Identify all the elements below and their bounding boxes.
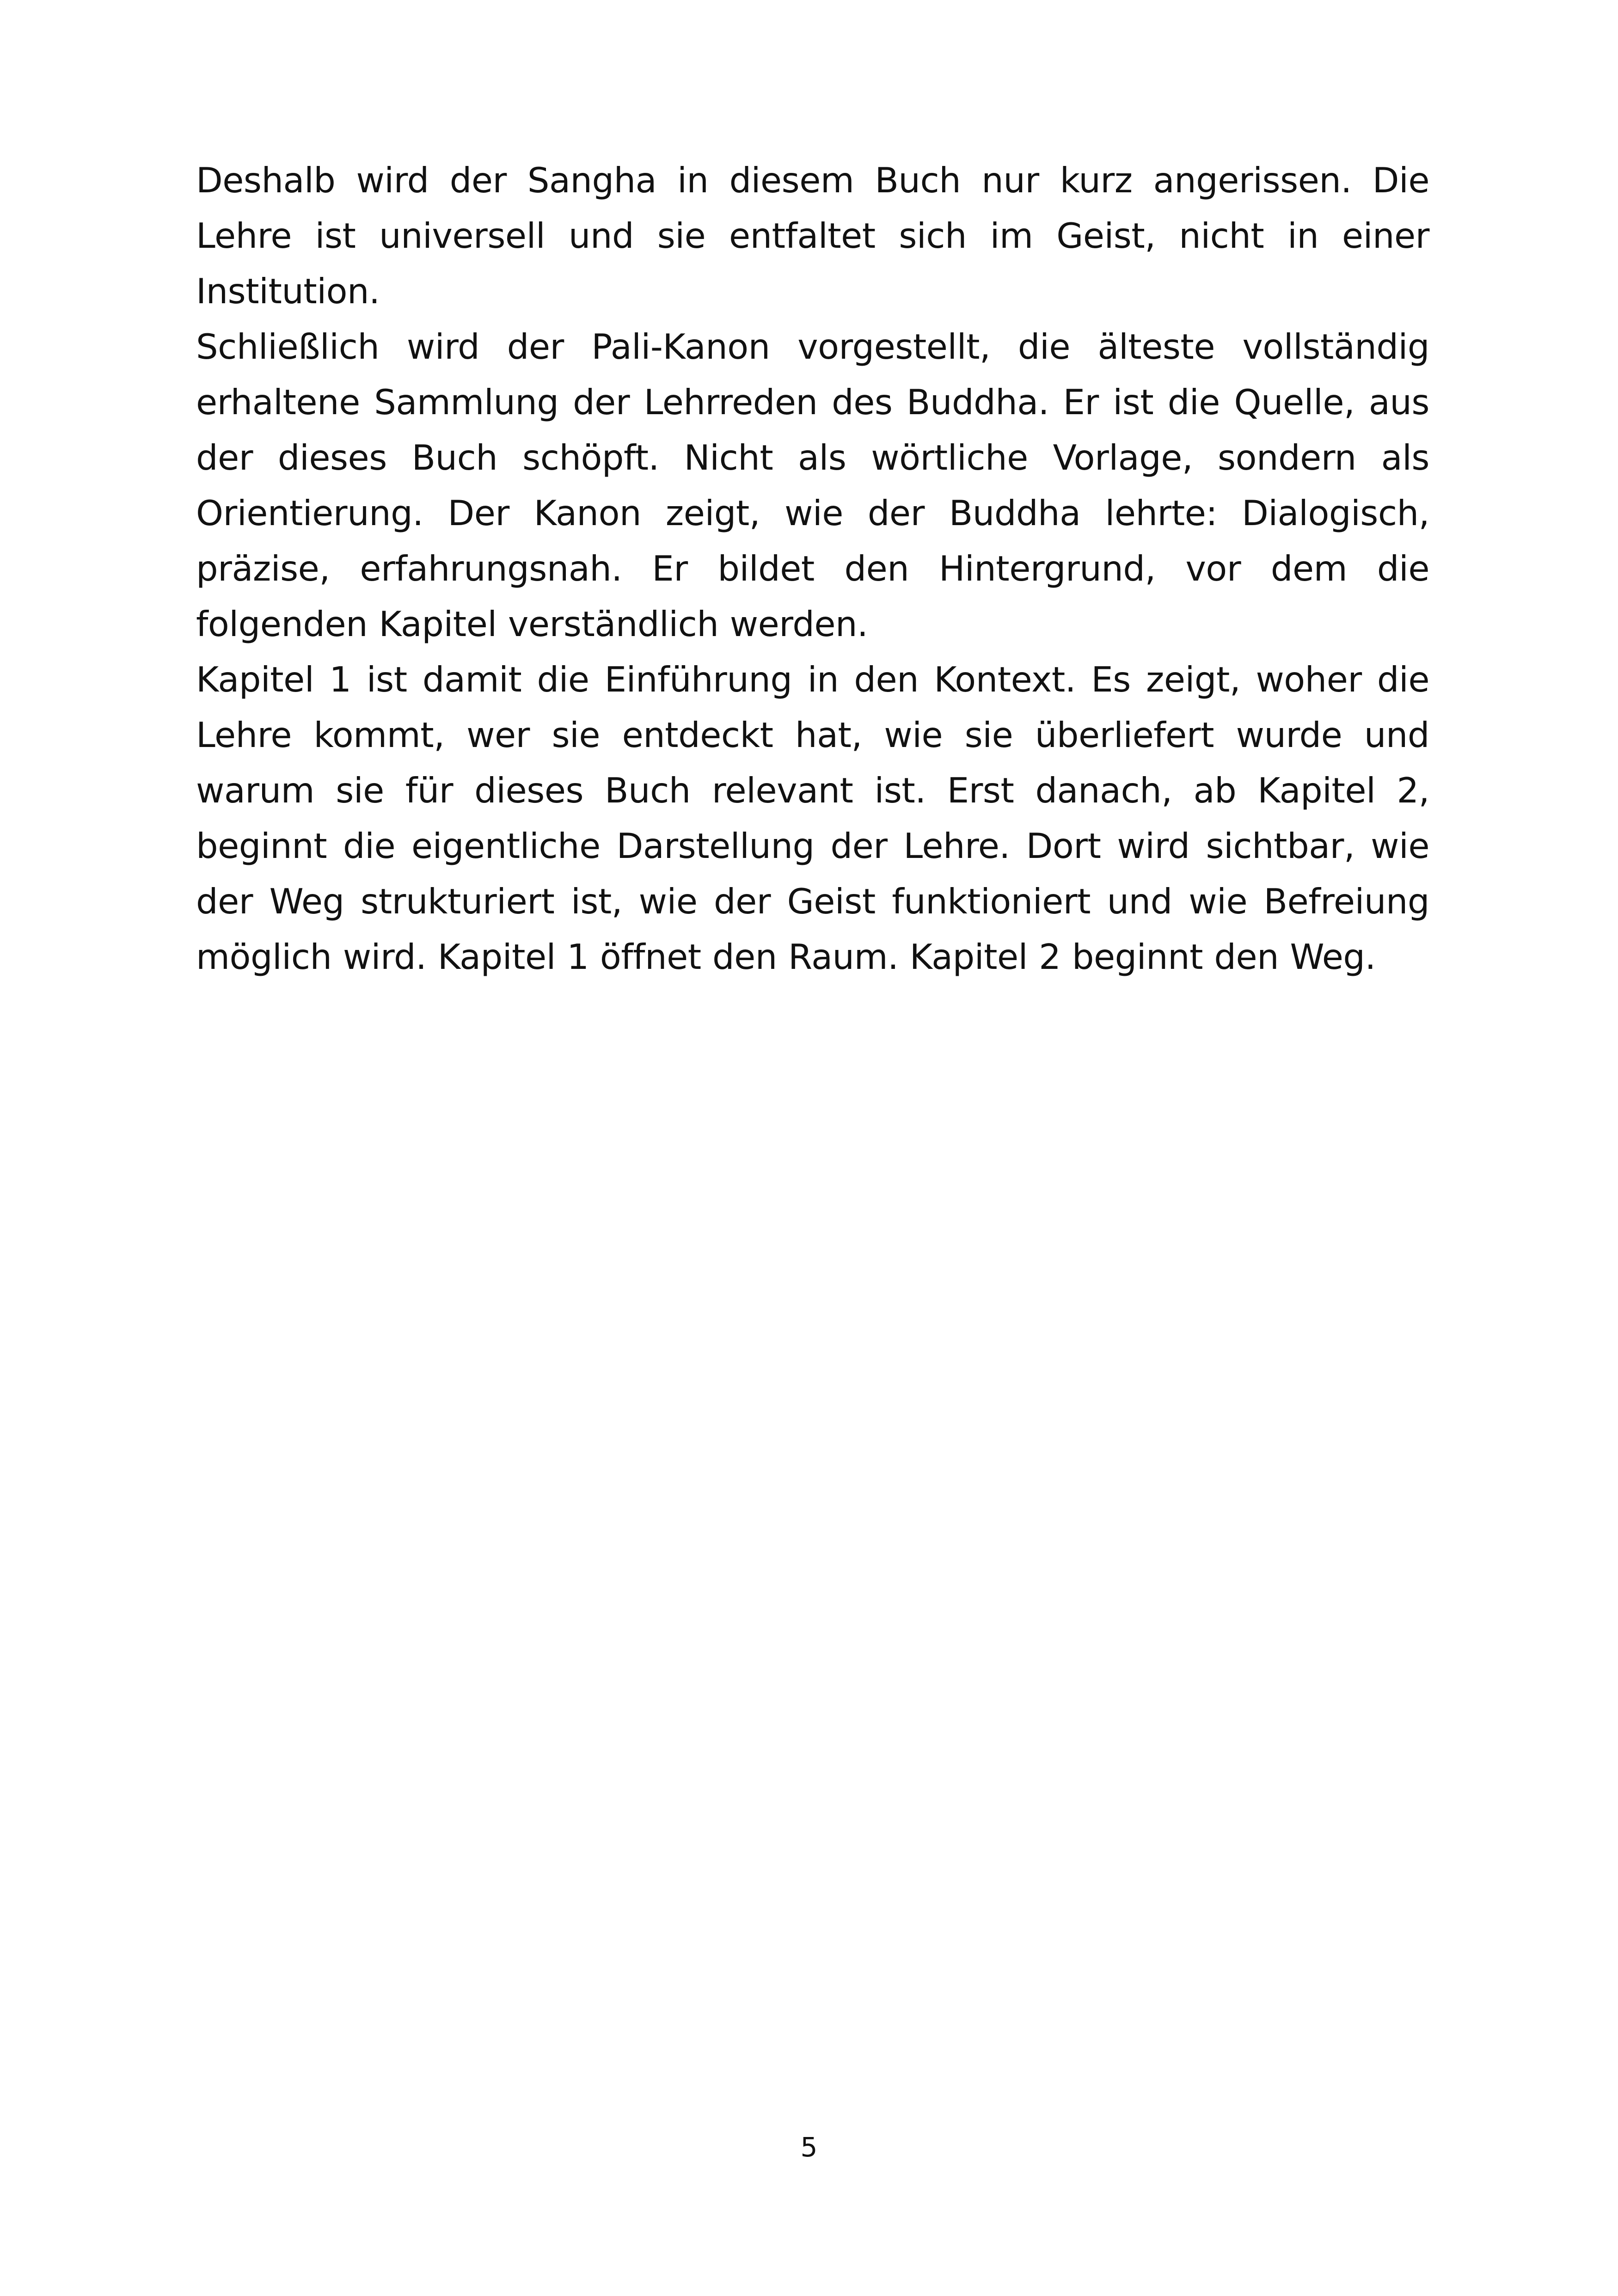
body-text xyxy=(196,153,1429,985)
paragraph-sangha: Deshalb wird der Sangha in diesem Buch nur kurz angerissen. Die Lehre ist universell und sie entfaltet sich im Geist, nicht in einer Institution. xyxy=(196,160,1429,312)
paragraph-kapitel-1: Kapitel 1 ist damit die Einführung in den Kontext. Es zeigt, woher die Lehre kommt, wer sie entdeckt hat, wie sie überliefert wurde und warum sie für dieses Buch relevant ist. Erst danach, ab Kapitel 2, beginnt die eigentliche Darstellung der Lehre. Dort wird sichtbar, wie der Weg strukturiert ist, wie der Geist funktioniert und wie Befreiung möglich wird. Kapitel 1 öffnet den Raum. Kapitel 2 beginnt den Weg. xyxy=(196,659,1429,977)
page-number: 5 xyxy=(800,2131,818,2163)
paragraph-pali-kanon: Schließlich wird der Pali-Kanon vorgestellt, die älteste vollständig erhaltene Sammlung der Lehrreden des Buddha. Er ist die Quelle, aus der dieses Buch schöpft. Nicht als wörtliche Vorlage, sondern als Orientierung. Der Kanon zeigt, wie der Buddha lehrte: Dialogisch, präzise, erfahrungsnah. Er bildet den Hintergrund, vor dem die folgenden Kapitel verständlich werden. xyxy=(196,326,1429,644)
